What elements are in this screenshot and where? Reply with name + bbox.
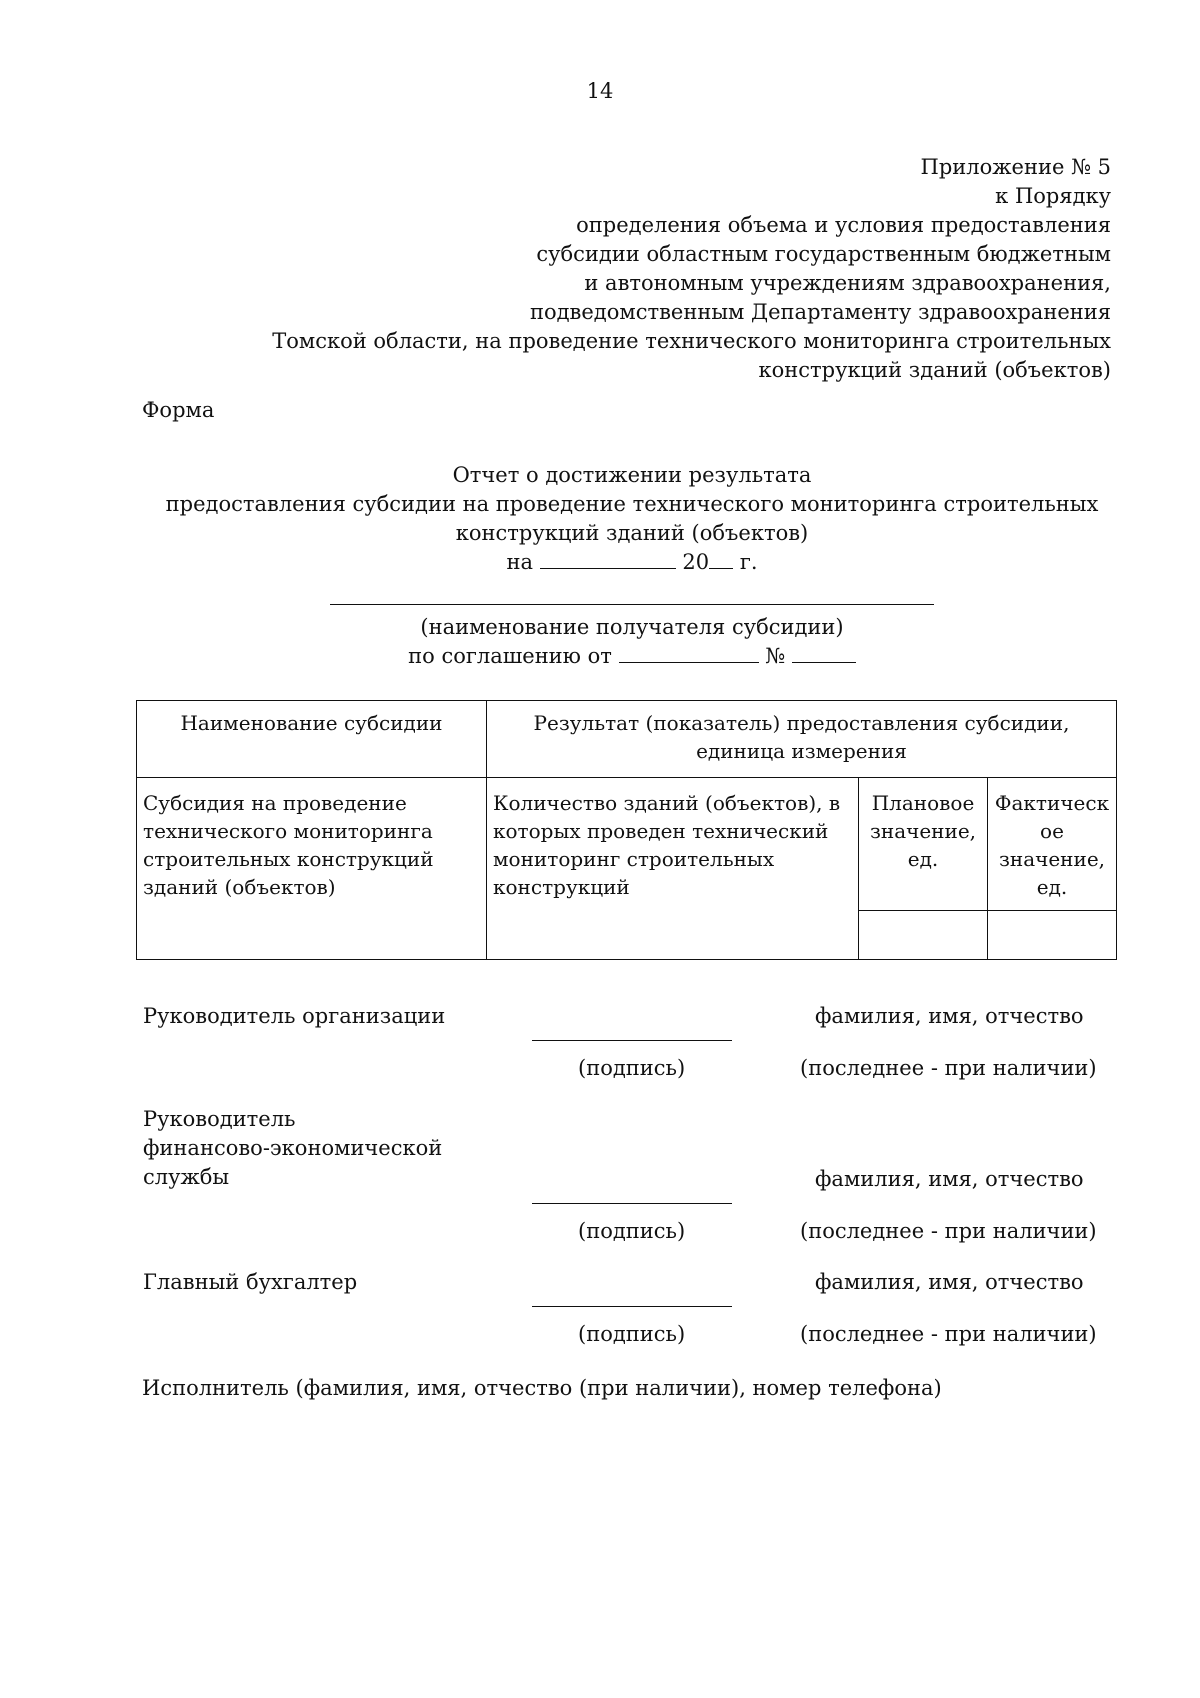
date-prefix: на <box>506 550 534 574</box>
executor-line: Исполнитель (фамилия, имя, отчество (при наличии), номер телефона) <box>142 1376 942 1400</box>
report-title-line: предоставления субсидии на проведение технического мониторинга строительных <box>165 492 1099 516</box>
agreement-number-field[interactable] <box>792 642 856 663</box>
recipient-name-field[interactable] <box>330 604 934 605</box>
appendix-line: Томской области, на проведение технического мониторинга строительных <box>272 329 1111 353</box>
fio-label: фамилия, имя, отчество <box>815 1167 1084 1191</box>
planned-value-cell[interactable] <box>859 911 988 960</box>
agreement-line <box>0 642 1200 671</box>
report-title <box>0 461 1200 577</box>
signature-caption: (подпись) <box>578 1322 686 1346</box>
appendix-line: подведомственным Департаменту здравоохранения <box>529 300 1111 324</box>
signature-caption: (подпись) <box>578 1056 686 1080</box>
agreement-prefix: по соглашению от <box>408 644 612 668</box>
actual-header-line: значение, <box>998 847 1106 871</box>
year-blank-field[interactable] <box>709 548 733 569</box>
signature-field[interactable] <box>532 1306 732 1307</box>
date-suffix: г. <box>739 550 758 574</box>
recipient-block <box>0 613 1200 671</box>
actual-header-cell <box>988 778 1117 911</box>
page-number: 14 <box>586 79 614 103</box>
appendix-line: субсидии областным государственным бюджетным <box>536 242 1111 266</box>
fio-label: фамилия, имя, отчество <box>815 1004 1084 1028</box>
signature-field[interactable] <box>532 1203 732 1204</box>
appendix-heading <box>211 153 1111 385</box>
fio-caption: (последнее - при наличии) <box>800 1056 1097 1080</box>
head-of-finance-line: Руководитель <box>143 1107 296 1131</box>
appendix-line: определения объема и условия предоставления <box>576 213 1111 237</box>
signature-caption: (подпись) <box>578 1219 686 1243</box>
actual-header-line: Фактическ <box>994 791 1110 815</box>
appendix-line: к Порядку <box>995 184 1111 208</box>
header-subsidy-name: Наименование субсидии <box>137 701 487 778</box>
chief-accountant-label: Главный бухгалтер <box>143 1270 358 1294</box>
indicator-cell: Количество зданий (объектов), в которых проведен технический мониторинг строительных конструкций <box>487 778 859 960</box>
planned-header-cell: Плановое значение, ед. <box>859 778 988 911</box>
agreement-number-sign: № <box>765 644 786 668</box>
appendix-line: и автономным учреждениям здравоохранения, <box>584 271 1111 295</box>
date-blank-field[interactable] <box>540 548 676 569</box>
actual-header-line: ое <box>1040 819 1064 843</box>
appendix-line: Приложение № 5 <box>920 155 1111 179</box>
fio-caption: (последнее - при наличии) <box>800 1219 1097 1243</box>
agreement-date-field[interactable] <box>619 642 759 663</box>
table-header-row <box>137 701 1117 778</box>
date-year: 20 <box>682 550 710 574</box>
appendix-line: конструкций зданий (объектов) <box>758 358 1111 382</box>
subsidy-name-cell: Субсидия на проведение технического мониторинга строительных конструкций зданий (объектов) <box>137 778 487 960</box>
report-title-line: конструкций зданий (объектов) <box>455 521 809 545</box>
actual-header-line: ед. <box>1036 875 1068 899</box>
report-date-line <box>0 548 1200 577</box>
head-of-finance-label <box>143 1105 442 1192</box>
header-result: Результат (показатель) предоставления субсидии, единица измерения <box>487 701 1117 778</box>
fio-label: фамилия, имя, отчество <box>815 1270 1084 1294</box>
actual-value-cell[interactable] <box>988 911 1117 960</box>
head-of-org-label: Руководитель организации <box>143 1004 446 1028</box>
signature-field[interactable] <box>532 1040 732 1041</box>
fio-caption: (последнее - при наличии) <box>800 1322 1097 1346</box>
form-label: Форма <box>142 398 215 422</box>
head-of-finance-line: финансово-экономической <box>143 1136 443 1160</box>
recipient-caption: (наименование получателя субсидии) <box>420 615 844 639</box>
report-title-line: Отчет о достижении результата <box>452 463 812 487</box>
head-of-finance-line: службы <box>143 1165 230 1189</box>
report-table <box>136 700 1117 960</box>
table-row <box>137 778 1117 911</box>
